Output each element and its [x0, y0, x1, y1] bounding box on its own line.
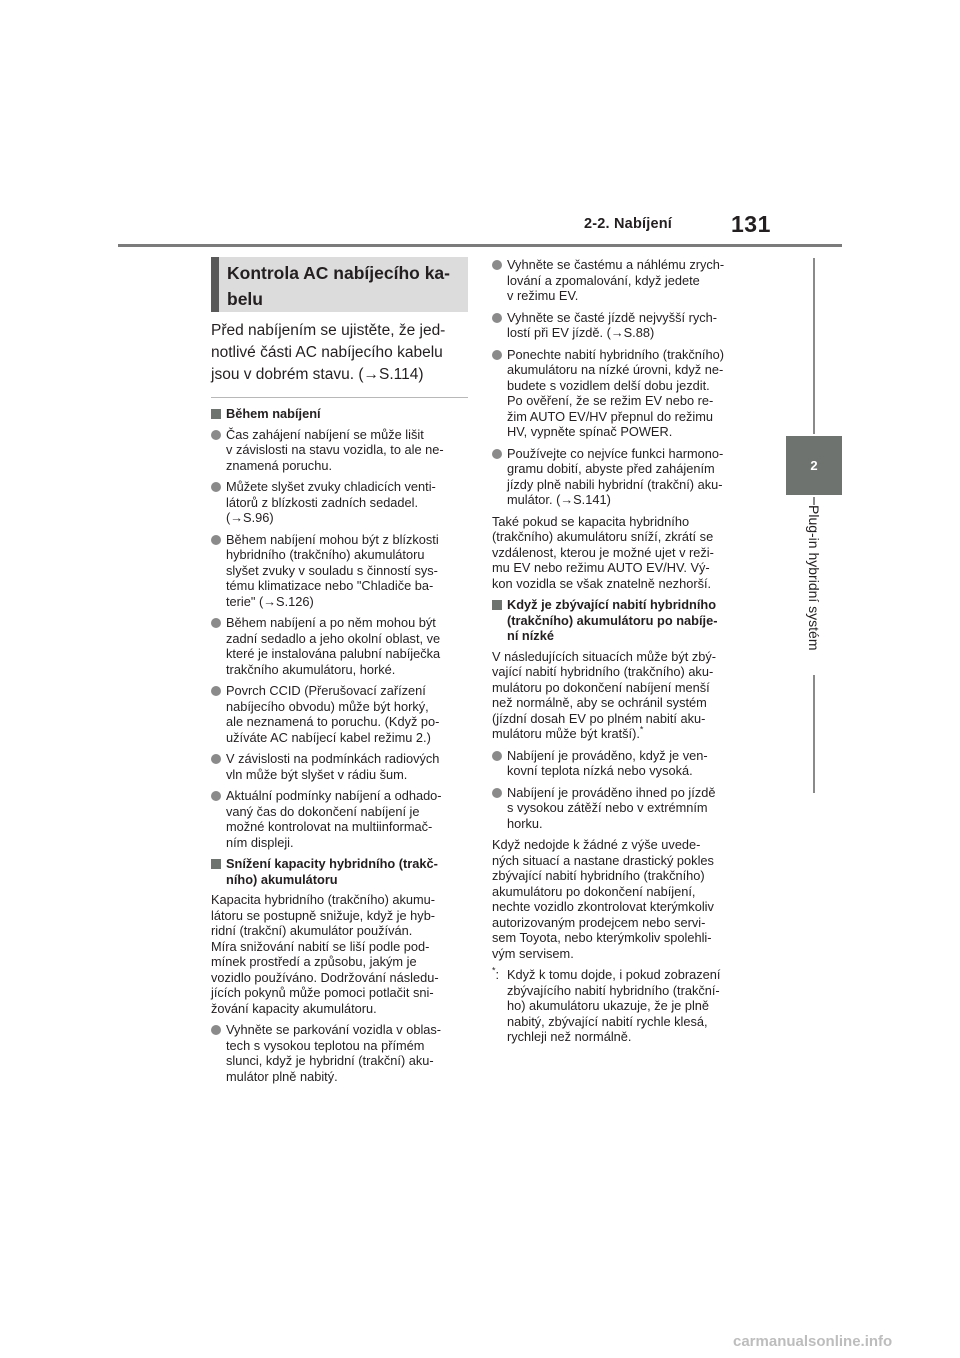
bullet-list	[211, 427, 473, 851]
list-item-line: kovní teplota nízká nebo vysoká.	[507, 763, 693, 778]
list-item-line: Nabíjení je prováděno, když je ven-	[507, 747, 708, 763]
list-item	[211, 788, 473, 850]
list-item-line: Čas zahájení nabíjení se může lišit	[226, 426, 424, 442]
list-item-line: užíváte AC nabíjecí kabel režimu 2.)	[226, 729, 431, 745]
paragraph-line: vzdálenost, kterou je možné ujet v reži-	[492, 544, 714, 560]
paragraph-line: nechte vozidlo zkontrolovat kterýmkoliv	[492, 899, 714, 914]
list-item-line: HV, vypněte spínač POWER.	[507, 424, 673, 439]
paragraph	[492, 837, 754, 961]
chapter-tab: 2	[786, 436, 842, 495]
list-item	[492, 347, 754, 440]
paragraph-line: ných situací a nastane drastický pokles	[492, 852, 714, 868]
list-item	[211, 479, 473, 526]
list-item-line: znamená poruchu.	[226, 457, 332, 473]
paragraph-line: látoru se postupně snižuje, když je hyb-	[211, 907, 436, 923]
paragraph-line: vým servisem.	[492, 945, 574, 961]
list-item-line: budete s vozidlem delší dobu jezdit.	[507, 377, 710, 393]
paragraph-line	[492, 726, 754, 742]
list-item-line: Povrch CCID (Přerušovací zařízení	[226, 683, 426, 698]
paragraph	[211, 892, 473, 1016]
paragraph	[492, 649, 754, 742]
list-item	[492, 446, 754, 508]
subheading-text: ního) akumulátoru	[226, 871, 338, 887]
list-item-line: Ponechte nabití hybridního (trakčního)	[507, 346, 724, 362]
paragraph-line: zbývajícího nabití hybridního (trakční-	[507, 982, 720, 998]
list-item-line: Během nabíjení mohou být z blízkosti	[226, 531, 439, 547]
intro-line: jsou v dobrém stavu. (→S.114)	[211, 366, 424, 383]
intro-divider	[211, 397, 468, 398]
paragraph-line: žování kapacity akumulátoru.	[211, 1000, 377, 1016]
section-header: 2-2. Nabíjení	[584, 216, 673, 232]
round-bullet-icon	[211, 618, 221, 628]
paragraph-line: (jízdní dosah EV po plném nabití aku-	[492, 710, 706, 726]
round-bullet-icon	[211, 535, 221, 545]
list-item-line: Můžete slyšet zvuky chladicích venti-	[226, 479, 436, 494]
list-item-line: V závislosti na podmínkách radiových	[226, 751, 440, 766]
list-item-line: jízdy plně nabili hybridní (trakční) aku-	[507, 476, 723, 492]
square-bullet-icon	[211, 409, 221, 419]
list-item-line: Během nabíjení a po něm mohou být	[226, 615, 436, 630]
list-item	[492, 785, 754, 832]
square-bullet-icon	[492, 600, 502, 610]
list-item-line: slyšet zvuky v souladu s činností sys-	[226, 562, 438, 578]
section-title-box	[211, 257, 468, 312]
paragraph-line: V následujících situacích může být zbý-	[492, 648, 717, 664]
paragraph-line: Míra snižování nabití se liší podle pod-	[211, 938, 430, 954]
subheading-text: (trakčního) akumulátoru po nabíje-	[507, 612, 718, 628]
list-item-line: akumulátoru na nízké úrovni, když ne-	[507, 362, 724, 377]
list-item-line: trakčního akumulátoru, horké.	[226, 661, 396, 677]
footnote-marker	[492, 967, 499, 983]
round-bullet-icon	[211, 754, 221, 764]
paragraph-line: Když k tomu dojde, i pokud zobrazení	[507, 967, 721, 982]
list-item-line: slunci, když je hybridní (trakční) aku-	[226, 1053, 434, 1068]
list-item-line: možné kontrolovat na multiinformač-	[226, 819, 433, 834]
right-column	[492, 257, 754, 1045]
paragraph-line: Také pokud se kapacita hybridního	[492, 513, 690, 529]
list-item-line: zadní sedadlo a jeho okolní oblast, ve	[226, 630, 441, 646]
list-item-line: horku.	[507, 815, 543, 831]
paragraph-line: Kapacita hybridního (trakčního) akumu-	[211, 892, 436, 907]
list-item	[211, 751, 473, 782]
list-item-line: vaný čas do dokončení nabíjení je	[226, 803, 420, 819]
paragraph-line: ho) akumulátoru ukazuje, že je plně	[507, 998, 710, 1013]
round-bullet-icon	[492, 449, 502, 459]
intro-text	[211, 320, 471, 386]
list-item	[211, 532, 473, 610]
list-item-line: Vyhněte se časté jízdě nejvyšší rych-	[507, 309, 718, 325]
square-bullet-icon	[211, 859, 221, 869]
list-item-line: nabíjecího obvodu) může být horký,	[226, 698, 429, 714]
round-bullet-icon	[211, 430, 221, 440]
page-number: 131	[731, 211, 771, 237]
list-item-line: v režimu EV.	[507, 288, 579, 303]
paragraph-line: zbývající nabití hybridního (trakčního)	[492, 868, 705, 883]
list-item-line: mulátor. (→S.141)	[507, 492, 611, 507]
list-item-line: lostí při EV jízdě. (→S.88)	[507, 325, 655, 340]
list-item-line: ale neznamená to poruchu. (Když po-	[226, 714, 440, 729]
round-bullet-icon	[211, 1025, 221, 1035]
list-item-line: s vysokou zátěží nebo v extrémním	[507, 800, 708, 815]
paragraph-line: rychleji než normálně.	[507, 1029, 632, 1044]
paragraph-line: (trakčního) akumulátoru sníží, zkrátí se	[492, 529, 714, 544]
watermark: carmanualsonline.info	[733, 1333, 893, 1350]
list-item	[211, 427, 473, 474]
list-item-line: tému klimatizace nebo "Chladiče ba-	[226, 578, 434, 593]
list-item-line: Nabíjení je prováděno ihned po jízdě	[507, 784, 716, 800]
paragraph-line: vozidlo používáno. Dodržování následu-	[211, 969, 439, 985]
list-item-line: (→S.96)	[226, 510, 274, 525]
paragraph-line: kon vozidla se však znatelně nezhorší.	[492, 575, 712, 591]
paragraph-line-text: mulátoru může být kratší).	[492, 726, 640, 741]
round-bullet-icon	[492, 350, 502, 360]
footnote-colon: :	[495, 967, 500, 982]
list-item	[492, 257, 754, 304]
subheading-text: ní nízké	[507, 628, 554, 643]
chapter-title: Plug-in hybridní systém	[781, 505, 847, 675]
list-item-line: ním displeji.	[226, 834, 294, 850]
bullet-list	[492, 257, 754, 508]
list-item-line: gramu dobití, abyste před zahájením	[507, 461, 715, 476]
list-item-line: vln může být slyšet v rádiu šum.	[226, 766, 408, 782]
paragraph-line: ridní (trakční) akumulátor používán.	[211, 923, 413, 938]
footnote-reference: *	[639, 724, 644, 735]
subheading-text: Snížení kapacity hybridního (trakč-	[226, 856, 438, 871]
paragraph-line: akumulátoru po dokončení nabíjení,	[492, 883, 696, 899]
paragraph-line: jících pokynů může pomoci potlačit sni-	[211, 985, 434, 1000]
list-item-line: hybridního (trakčního) akumulátoru	[226, 547, 425, 562]
subheading-text: Během nabíjení	[226, 406, 321, 421]
paragraph-line: než normálně, aby se ochránil systém	[492, 695, 707, 710]
subheading-capacity-reduction	[211, 856, 473, 887]
list-item-line: které je instalována palubní nabíječka	[226, 646, 441, 661]
section-title-line: Kontrola AC nabíjecího ka-	[227, 263, 450, 283]
intro-line: notlivé části AC nabíjecího kabelu	[211, 344, 443, 361]
subheading-text: Když je zbývající nabití hybridního	[507, 597, 717, 612]
list-item	[211, 615, 473, 677]
subheading-during-charging	[211, 406, 473, 422]
list-item-line: Vyhněte se parkování vozidla v oblas-	[226, 1022, 442, 1037]
round-bullet-icon	[492, 313, 502, 323]
round-bullet-icon	[492, 751, 502, 761]
list-item	[211, 683, 473, 745]
intro-line: Před nabíjením se ujistěte, že jed-	[211, 322, 446, 339]
list-item-line: mulátor plně nabitý.	[226, 1068, 338, 1084]
header-rule	[118, 244, 842, 247]
list-item-line: žim AUTO EV/HV přepnul do režimu	[507, 408, 714, 424]
list-item-line: tech s vysokou teplotou na přímém	[226, 1037, 425, 1053]
side-divider-top	[813, 258, 815, 434]
list-item-line: látorů z blízkosti zadních sedadel.	[226, 494, 419, 510]
list-item-line: terie" (→S.126)	[226, 593, 314, 609]
paragraph-line: autorizovaným prodejcem nebo servi-	[492, 914, 706, 930]
bullet-list	[211, 1022, 473, 1084]
section-title-line: belu	[227, 289, 263, 309]
list-item-line: Po ověření, že se režim EV nebo re-	[507, 393, 714, 408]
list-item	[492, 748, 754, 779]
list-item-line: v závislosti na stavu vozidla, to ale ne-	[226, 442, 444, 457]
footnote	[492, 967, 754, 1045]
list-item-line: Aktuální podmínky nabíjení a odhado-	[226, 788, 442, 803]
paragraph-line: mulátoru po dokončení nabíjení menší	[492, 679, 710, 695]
list-item	[492, 310, 754, 341]
paragraph-line: vající nabití hybridního (trakčního) aku-	[492, 664, 714, 679]
round-bullet-icon	[211, 482, 221, 492]
footnote-asterisk: *	[492, 965, 496, 976]
round-bullet-icon	[211, 686, 221, 696]
paragraph-line: Když nedojde k žádné z výše uvede-	[492, 837, 701, 852]
paragraph	[492, 514, 754, 592]
paragraph-line: sem Toyota, nebo kterýmkoliv spolehli-	[492, 930, 712, 945]
list-item	[211, 1022, 473, 1084]
round-bullet-icon	[492, 788, 502, 798]
list-item-line: lování a zpomalování, když jedete	[507, 272, 700, 288]
list-item-line: Používejte co nejvíce funkci harmono-	[507, 445, 724, 461]
left-column	[211, 400, 473, 1090]
round-bullet-icon	[211, 791, 221, 801]
paragraph-line: mínek prostředí a způsobu, jakým je	[211, 954, 417, 969]
subheading-low-charge	[492, 597, 754, 644]
footnote-text	[507, 967, 754, 1045]
round-bullet-icon	[492, 260, 502, 270]
bullet-list	[492, 748, 754, 832]
list-item-line: Vyhněte se častému a náhlému zrych-	[507, 257, 725, 272]
paragraph-line: nabitý, zbývající nabití rychle klesá,	[507, 1013, 708, 1029]
paragraph-line: mu EV nebo režimu AUTO EV/HV. Vý-	[492, 560, 710, 575]
